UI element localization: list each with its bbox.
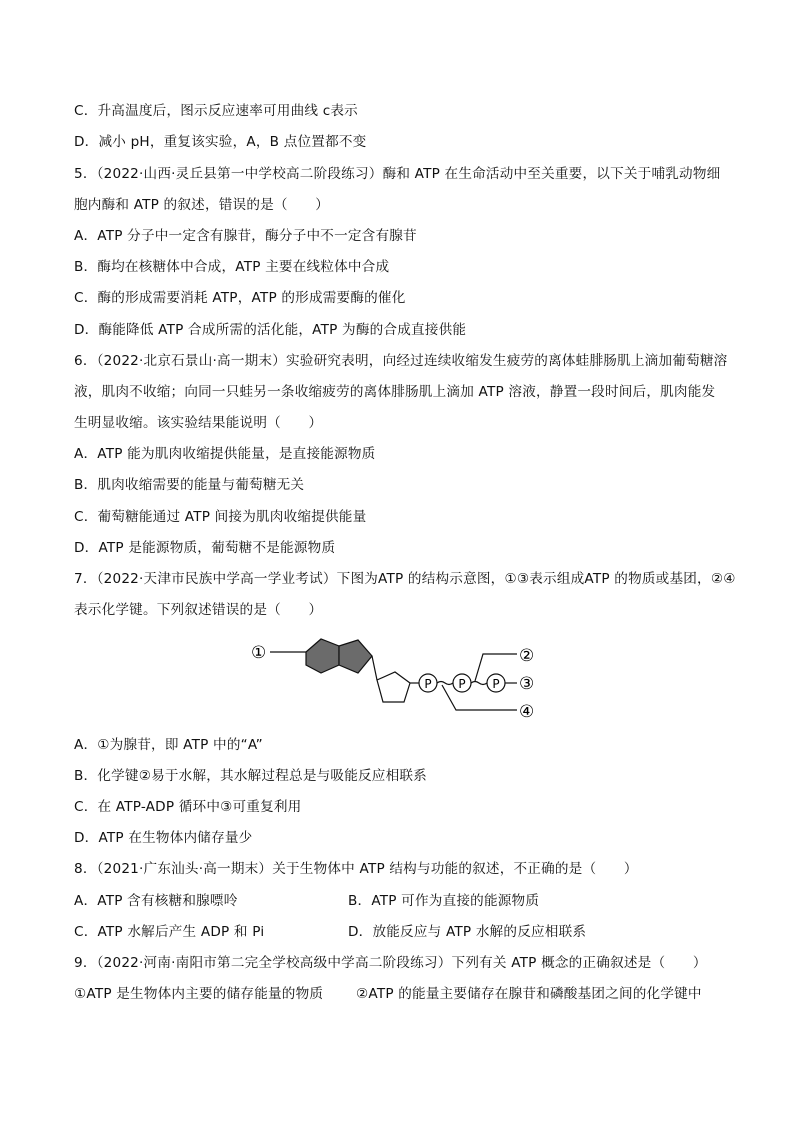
high-energy-bond-2 bbox=[471, 682, 487, 685]
q5-stem-line2: 胞内酶和 ATP 的叙述，错误的是（ ） bbox=[74, 197, 330, 213]
q7-option-a: A．①为腺苷，即 ATP 中的“A” bbox=[74, 737, 263, 753]
q7-stem-line2: 表示化学键。下列叙述错误的是（ ） bbox=[74, 602, 323, 618]
ribose-ring bbox=[377, 672, 410, 702]
q8-option-c: C．ATP 水解后产生 ADP 和 Pi bbox=[74, 924, 265, 940]
q9-statement-2: ②ATP 的能量主要储存在腺苷和磷酸基团之间的化学键中 bbox=[356, 986, 702, 1002]
q8-option-b: B．ATP 可作为直接的能源物质 bbox=[348, 893, 540, 909]
q6-option-a: A．ATP 能为肌肉收缩提供能量，是直接能源物质 bbox=[74, 446, 376, 462]
q6-option-d: D．ATP 是能源物质，葡萄糖不是能源物质 bbox=[74, 540, 336, 556]
atp-structure-diagram bbox=[246, 628, 556, 728]
bond-line-2 bbox=[372, 656, 377, 680]
q8-option-a: A．ATP 含有核糖和腺嘌呤 bbox=[74, 893, 238, 909]
pointer-line-4 bbox=[442, 685, 517, 710]
q9-stem: 9．（2022·河南·南阳市第二完全学校高级中学高二阶段练习）下列有关 ATP 概念的正确叙述是（ ） bbox=[74, 955, 707, 971]
q6-stem-line2: 液，肌肉不收缩；向同一只蛙另一条收缩疲劳的离体腓肠肌上滴加 ATP 溶液，静置一段时间后，肌肉能发 bbox=[74, 384, 716, 400]
q5-stem-line1: 5．（2022·山西·灵丘县第一中学校高二阶段练习）酶和 ATP 在生命活动中至关重要，以下关于哺乳动物细 bbox=[74, 166, 721, 182]
label-1: ① bbox=[251, 643, 267, 663]
label-3: ③ bbox=[519, 674, 535, 694]
q7-option-b: B．化学键②易于水解，其水解过程总是与吸能反应相联系 bbox=[74, 768, 427, 784]
q8-option-d: D．放能反应与 ATP 水解的反应相联系 bbox=[348, 924, 587, 940]
q4-option-d: D．减小 pH，重复该实验，A，B 点位置都不变 bbox=[74, 134, 367, 150]
phosphate-1-label: P bbox=[424, 677, 432, 691]
adenine-ring-six bbox=[306, 639, 339, 673]
label-2: ② bbox=[519, 646, 535, 666]
q7-stem-line1: 7．（2022·天津市民族中学高一学业考试）下图为ATP 的结构示意图，①③表示组成ATP 的物质或基团，②④ bbox=[74, 571, 736, 587]
q4-option-c: C．升高温度后，图示反应速率可用曲线 c表示 bbox=[74, 103, 358, 119]
q6-stem-line3: 生明显收缩。该实验结果能说明（ ） bbox=[74, 415, 323, 431]
q9-statement-1: ①ATP 是生物体内主要的储存能量的物质 bbox=[74, 986, 324, 1002]
phosphate-3-label: P bbox=[492, 677, 500, 691]
q6-stem-line1: 6．（2022·北京石景山·高一期末）实验研究表明，向经过连续收缩发生疲劳的离体蛙腓肠肌上滴加葡萄糖溶 bbox=[74, 353, 728, 369]
q6-option-b: B．肌肉收缩需要的能量与葡萄糖无关 bbox=[74, 477, 305, 493]
label-4: ④ bbox=[519, 702, 535, 722]
q5-option-c: C．酶的形成需要消耗 ATP，ATP 的形成需要酶的催化 bbox=[74, 290, 406, 306]
q5-option-d: D．酶能降低 ATP 合成所需的活化能，ATP 为酶的合成直接供能 bbox=[74, 322, 467, 338]
q7-option-c: C．在 ATP-ADP 循环中③可重复利用 bbox=[74, 799, 302, 815]
q5-option-a: A．ATP 分子中一定含有腺苷，酶分子中不一定含有腺苷 bbox=[74, 228, 417, 244]
q7-option-d: D．ATP 在生物体内储存量少 bbox=[74, 830, 253, 846]
q8-stem: 8．（2021·广东汕头·高一期末）关于生物体中 ATP 结构与功能的叙述，不正确的是（ ） bbox=[74, 861, 638, 877]
q6-option-c: C．葡萄糖能通过 ATP 间接为肌肉收缩提供能量 bbox=[74, 509, 367, 525]
adenine-ring-five bbox=[339, 640, 372, 673]
high-energy-bond-1 bbox=[437, 682, 453, 685]
q5-option-b: B．酶均在核糖体中合成，ATP 主要在线粒体中合成 bbox=[74, 259, 390, 275]
phosphate-2-label: P bbox=[458, 677, 466, 691]
